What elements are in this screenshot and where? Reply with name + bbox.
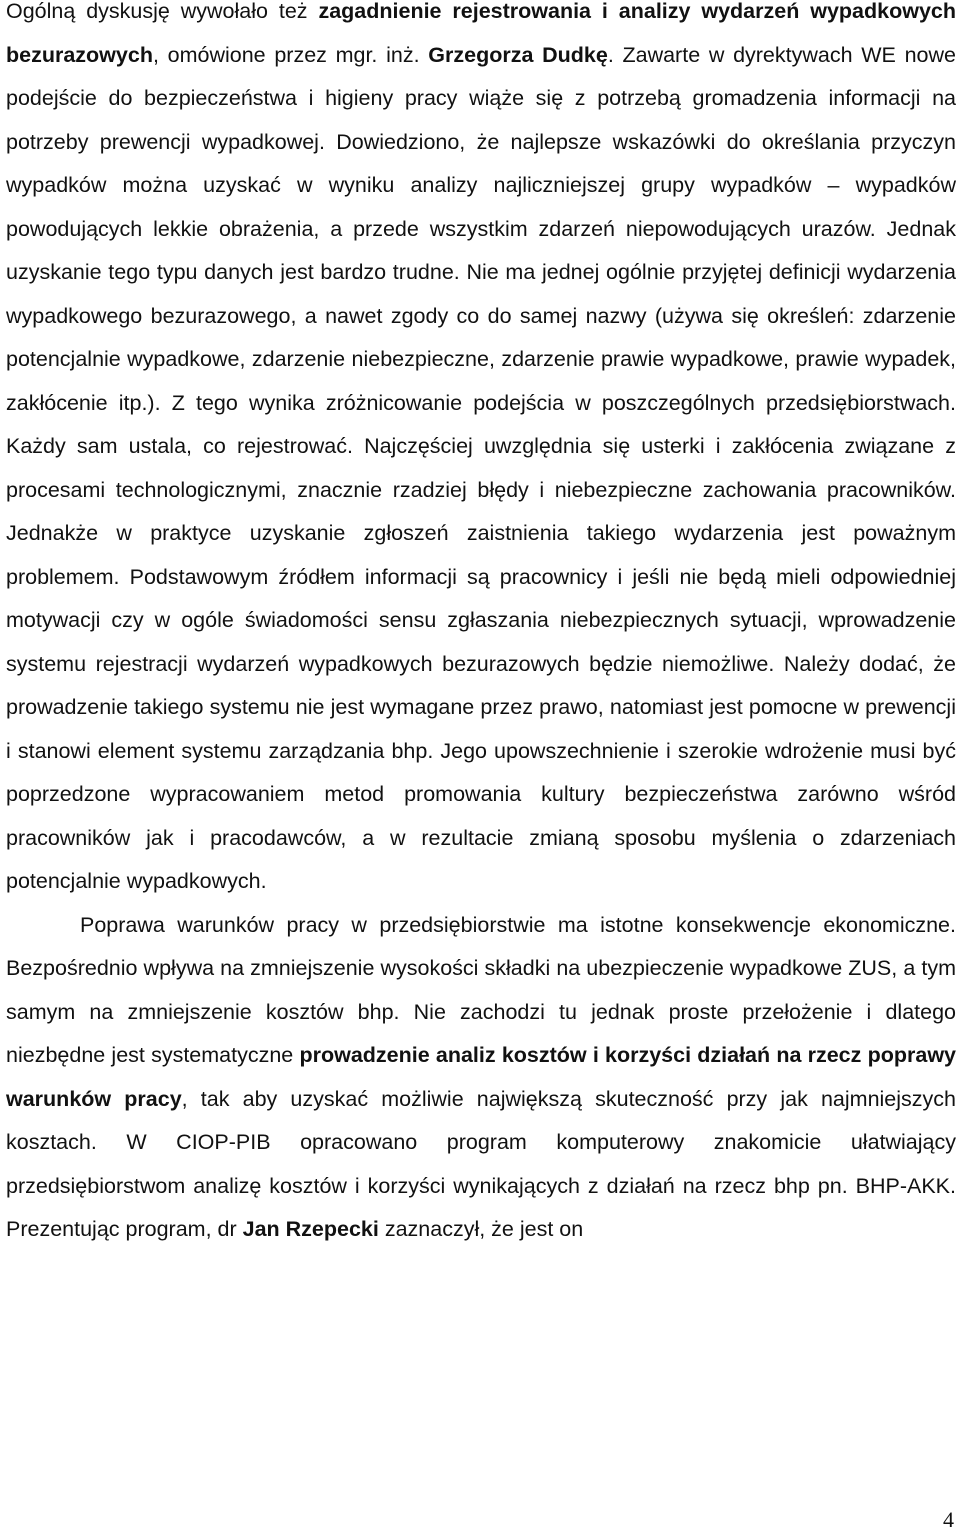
bold-text-segment: Jan Rzepecki [242, 1217, 379, 1241]
bold-text-segment: prowadzenie analiz kosztów i korzyści działań na rzecz poprawy warunków pracy [6, 1043, 956, 1111]
text-segment: , omówione przez mgr. inż. [152, 42, 429, 67]
document-page [6, 0, 956, 1252]
paragraph-cost-benefit [6, 904, 956, 1252]
bold-text-segment: Grzegorza Dudkę [428, 42, 608, 67]
text-segment: , tak aby uzyskać możliwie największą skuteczność przy jak najmniejszych kosztach. W CIOP-PIB opracowano program komputerowy znakomicie ułatwiający przedsiębiorstwom analizę kosztów i korzyści wynikających z działań na rzecz bhp pn. BHP-AKK. Prezentując program, dr [6, 1086, 956, 1241]
text-segment: Poprawa warunków pracy w przedsiębiorstwie ma istotne konsekwencje ekonomiczne. Bezpośrednio wpływa na zmniejszenie wysokości składki na ubezpieczenie wypadkowe ZUS, a tym samym na zmniejszenie kosztów bhp. Nie zachodzi tu jednak proste przełożenie i dlatego niezbędne jest systematyczne [6, 912, 956, 1067]
page-number: 4 [943, 1507, 954, 1532]
text-segment: . Zawarte w dyrektywach WE nowe podejście do bezpieczeństwa i higieny pracy wiąże się z potrzebą gromadzenia informacji na potrzeby prewencji wypadkowej. Dowiedziono, że najlepsze wskazówki do określania przyczyn wypadków można uzyskać w wyniku analizy najliczniejszej grupy wypadków – wypadków powodujących lekkie obrażenia, a przede wszystkim zdarzeń niepowodujących urazów. Jednak uzyskanie tego typu danych jest bardzo trudne. Nie ma jednej ogólnie przyjętej definicji wydarzenia wypadkowego bezurazowego, a nawet zgody co do samej nazwy (używa się określeń: zdarzenie potencjalnie wypadkowe, zdarzenie niebezpieczne, zdarzenie prawie wypadkowe, prawie wypadek, zakłócenie itp.). Z tego wynika zróżnicowanie podejścia w poszczególnych przedsiębiorstwach. Każdy sam ustala, co rejestrować. Najczęściej uwzględnia się usterki i zakłócenia związane z procesami technologicznymi, znacznie rzadziej błędy i niebezpieczne zachowania pracowników. Jednakże w praktyce uzyskanie zgłoszeń zaistnienia takiego wydarzenia jest poważnym problemem. Podstawowym źródłem informacji są pracownicy i jeśli nie będą mieli odpowiedniej motywacji czy w ogóle świadomości sensu zgłaszania niebezpiecznych sytuacji, wprowadzenie systemu rejestracji wydarzeń wypadkowych bezurazowych będzie niemożliwe. Należy dodać, że prowadzenie takiego systemu nie jest wymagane przez prawo, natomiast jest pomocne w prewencji i stanowi element systemu zarządzania bhp. Jego upowszechnienie i szerokie wdrożenie musi być poprzedzone wypracowaniem metod promowania kultury bezpieczeństwa zarówno wśród pracowników jak i pracodawców, a w rezultacie zmianą sposobu myślenia o zdarzeniach potencjalnie wypadkowych. [6, 42, 956, 893]
text-segment: zaznaczył, że jest on [378, 1217, 584, 1241]
paragraph-accident-recording [6, 0, 956, 904]
text-segment: Ogólną dyskusję wywołało też [6, 0, 319, 23]
bold-text-segment: zagadnienie rejestrowania i analizy wydarzeń wypadkowych bezurazowych [6, 0, 956, 67]
